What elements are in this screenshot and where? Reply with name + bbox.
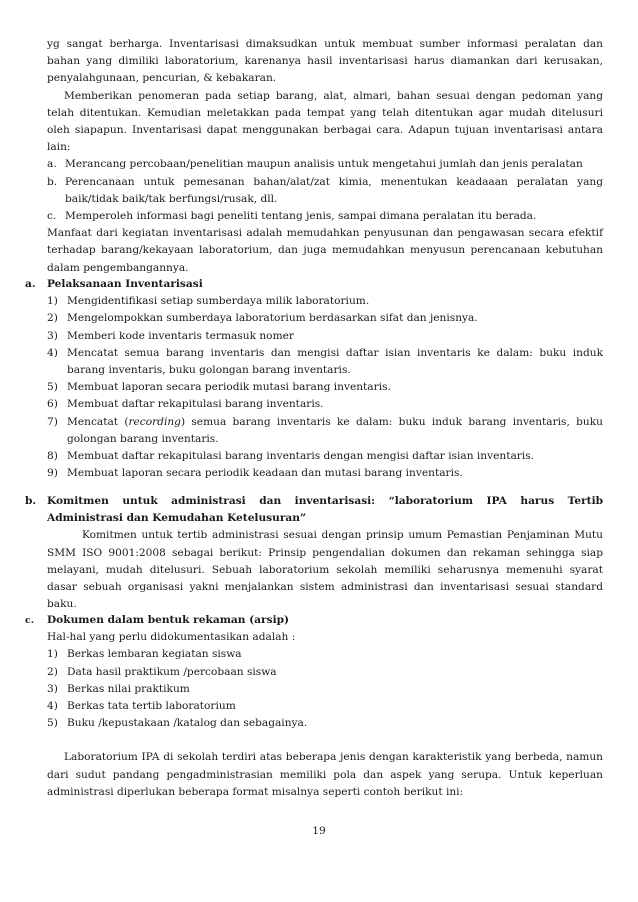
section-title: Dokumen dalam bentuk rekaman (arsip) xyxy=(47,614,290,626)
list-item xyxy=(47,328,603,345)
section-marker: a. xyxy=(25,278,36,290)
list-item xyxy=(47,310,603,327)
list-text: Membuat daftar rekapitulasi barang inventaris. xyxy=(67,398,324,411)
goal-text: Memperoleh informasi bagi peneliti tentang jenis, sampai dimana peralatan itu berada. xyxy=(65,210,537,223)
section-c xyxy=(25,612,603,801)
list-marker: 3) xyxy=(47,329,58,342)
list-text: Membuat laporan secara periodik mutasi barang inventaris. xyxy=(67,381,391,394)
section-a xyxy=(25,276,603,482)
page-number: 19 xyxy=(312,825,326,837)
list-item xyxy=(47,465,603,482)
list-marker: 4) xyxy=(47,700,58,713)
list-text: Memberi kode inventaris termasuk nomer xyxy=(67,329,294,342)
goal-text: Merancang percobaan/penelitian maupun analisis untuk mengetahui jumlah dan jenis peralatan xyxy=(65,158,583,171)
list-item xyxy=(47,646,603,663)
list-text: Mengelompokkan sumberdaya laboratorium berdasarkan sifat dan jenisnya. xyxy=(67,312,478,325)
goal-item xyxy=(47,174,603,208)
list-item xyxy=(47,681,603,698)
manfaat-paragraph: Manfaat dari kegiatan inventarisasi adalah memudahkan penyusunan dan pengawasan secara efektif terhadap barang/kekayaan laboratorium, dan juga memudahkan menyusun perencanaan kebutuhan dalam pengembangannya. xyxy=(47,227,603,274)
list-item xyxy=(47,293,603,310)
list-item xyxy=(47,379,603,396)
section-marker: c. xyxy=(25,615,35,626)
list-marker: 2) xyxy=(47,665,58,678)
list-item xyxy=(47,414,603,448)
goal-marker: c. xyxy=(47,210,57,223)
list-text: Buku /kepustakaan /katalog dan sebagainya. xyxy=(67,717,308,730)
goal-marker: b. xyxy=(47,175,58,188)
section-a-list xyxy=(25,293,603,482)
section-c-list xyxy=(25,629,603,801)
list-marker: 5) xyxy=(47,717,58,730)
section-b-heading xyxy=(25,493,603,527)
list-marker: 9) xyxy=(47,467,58,480)
list-text: Berkas nilai praktikum xyxy=(67,682,190,695)
list-marker: 8) xyxy=(47,450,58,463)
list-text: Mencatat semua barang inventaris dan mengisi daftar isian inventaris ke dalam: buku induk barang inventaris, buku golongan barang inventaris. xyxy=(67,346,603,377)
list-item xyxy=(47,448,603,465)
list-text-italic: recording xyxy=(128,415,181,428)
goal-item xyxy=(47,156,603,173)
list-marker: 1) xyxy=(47,295,58,308)
list-text: Membuat daftar rekapitulasi barang inventaris dengan mengisi daftar isian inventaris. xyxy=(67,450,535,463)
list-item xyxy=(47,715,603,732)
goal-item xyxy=(47,208,603,225)
goal-marker: a. xyxy=(47,158,57,171)
numbering-paragraph: Memberikan penomeran pada setiap barang, alat, almari, bahan sesuai dengan pedoman yang telah ditentukan. Kemudian meletakkan pada tempat yang telah ditentukan agar mudah ditelusuri oleh siapapun. Inventarisasi dapat menggunakan berbagai cara. Adapun tujuan inventarisasi antara lain: xyxy=(47,89,603,154)
section-b xyxy=(25,493,603,613)
list-marker: 2) xyxy=(47,312,58,325)
section-b-body: Komitmen untuk tertib administrasi sesuai dengan prinsip umum Pemastian Penjaminan Mutu SMM ISO 9001:2008 sebagai berikut: Prinsip pengendalian dokumen dan rekaman sehingga siap melayani, mudah ditelusuri. Sebuah laboratorium sekolah memiliki seharusnya memenuhi syarat dasar sebuah organisasi yakni menjalankan sistem administrasi dan inventarisasi sesuai standard baku. xyxy=(47,529,603,611)
list-text: Data hasil praktikum /percobaan siswa xyxy=(67,665,277,678)
list-text: Berkas lembaran kegiatan siswa xyxy=(67,648,242,661)
goal-text: Perencanaan untuk pemesanan bahan/alat/zat kimia, menentukan keadaaan peralatan yang baik/tidak baik/tak berfungsi/rusak, dll. xyxy=(65,175,603,205)
list-text: Membuat laporan secara periodik keadaan dan mutasi barang inventaris. xyxy=(67,467,463,480)
intro-section xyxy=(47,36,603,277)
section-a-heading xyxy=(25,276,603,293)
list-text-after: ) semua barang inventaris ke dalam: buku induk barang inventaris, buku golongan barang inventaris. xyxy=(67,415,603,445)
section-c-heading xyxy=(25,612,603,629)
list-marker: 1) xyxy=(47,648,58,661)
list-text: Berkas tata tertib laboratorium xyxy=(67,700,236,713)
list-item xyxy=(47,698,603,715)
section-c-closing: Laboratorium IPA di sekolah terdiri atas beberapa jenis dengan karakteristik yang berbeda, namun dari sudut pandang pengadministrasian memiliki pola dan aspek yang serupa. Untuk keperluan administrasi diperlukan beberapa format misalnya seperti contoh berikut ini: xyxy=(47,751,603,798)
section-c-lead: Hal-hal yang perlu didokumentasikan adalah : xyxy=(47,631,296,644)
section-title: Pelaksanaan Inventarisasi xyxy=(47,278,203,290)
list-marker: 6) xyxy=(47,398,58,411)
list-item xyxy=(47,664,603,681)
list-text: Mengidentifikasi setiap sumberdaya milik laboratorium. xyxy=(67,295,370,308)
section-marker: b. xyxy=(25,495,37,507)
list-marker: 7) xyxy=(47,415,58,428)
list-item xyxy=(47,396,603,413)
intro-paragraph: yg sangat berharga. Inventarisasi dimaksudkan untuk membuat sumber informasi peralatan dan bahan yang dimiliki laboratorium, karenanya hasil inventarisasi harus diamankan dari kerusakan, penyalahgunaan, pencurian, & kebakaran. xyxy=(47,38,603,85)
list-marker: 3) xyxy=(47,682,58,695)
list-marker: 4) xyxy=(47,346,58,359)
list-text-before: Mencatat ( xyxy=(67,415,129,428)
list-item xyxy=(47,345,603,379)
list-marker: 5) xyxy=(47,381,58,394)
section-title: Komitmen untuk administrasi dan inventarisasi: “laboratorium IPA harus Tertib Administrasi dan Kemudahan Ketelusuran” xyxy=(47,495,603,525)
